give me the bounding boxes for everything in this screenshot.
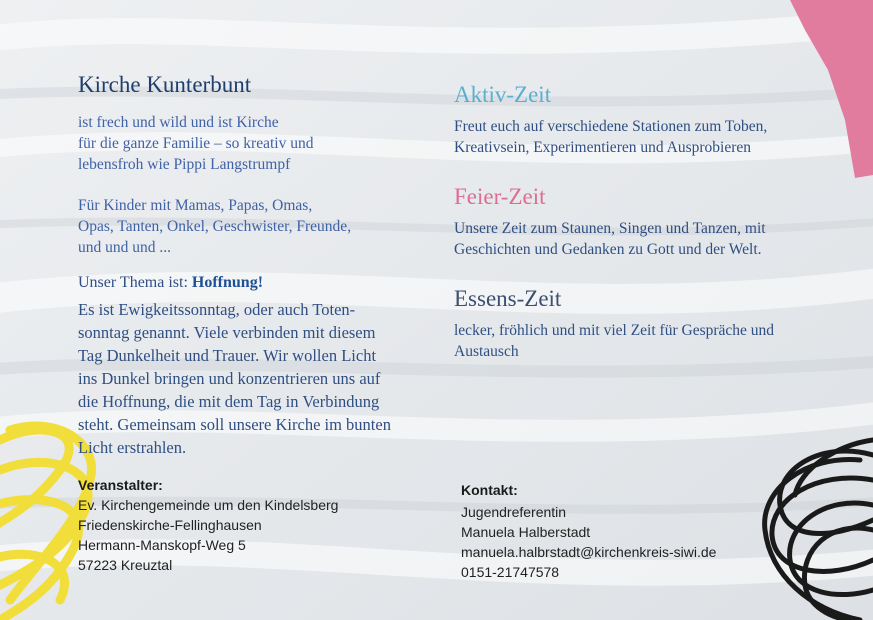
contact-email: manuela.halbrstadt@kirchenkreis-siwi.de xyxy=(461,544,717,560)
section-line: Kreativsein, Experimentieren und Ausprobieren xyxy=(454,139,751,156)
organizer-line: Hermann-Manskopf-Weg 5 xyxy=(78,537,246,553)
theme-value: Hoffnung! xyxy=(191,274,264,291)
theme-prefix: Unser Thema ist: xyxy=(78,274,192,291)
page-title: Kirche Kunterbunt xyxy=(78,72,252,97)
organizer-label: Veranstalter: xyxy=(78,477,163,493)
organizer-line: Friedenskirche-Fellinghausen xyxy=(78,517,262,533)
audience-line: Für Kinder mit Mamas, Papas, Omas, xyxy=(78,197,313,214)
intro-line: für die ganze Familie – so kreativ und xyxy=(78,135,314,152)
contact-phone: 0151-21747578 xyxy=(461,564,560,580)
body-line: sonntag genannt. Viele verbinden mit diesem xyxy=(78,323,376,342)
intro-line: ist frech und wild und ist Kirche xyxy=(78,114,279,131)
intro-text xyxy=(78,112,428,175)
body-line: die Hoffnung, die mit dem Tag in Verbindung xyxy=(78,392,380,411)
body-line: steht. Gemeinsam soll unsere Kirche im bunten xyxy=(78,415,391,434)
audience-line: und und und ... xyxy=(78,239,171,256)
section-line: Geschichten und Gedanken zu Gott und der Welt. xyxy=(454,241,762,258)
contact-label: Kontakt: xyxy=(461,482,518,498)
section-line: Austausch xyxy=(454,343,519,360)
body-line: ins Dunkel bringen und konzentrieren uns auf xyxy=(78,369,381,388)
body-line: Licht erstrahlen. xyxy=(78,438,187,457)
contact-name: Manuela Halberstadt xyxy=(461,524,591,540)
organizer-line: Ev. Kirchengemeinde um den Kindelsberg xyxy=(78,497,339,513)
audience-text xyxy=(78,195,428,258)
right-column xyxy=(454,82,834,388)
theme-line xyxy=(78,274,428,292)
section-feier-zeit xyxy=(454,184,834,260)
body-line: Es ist Ewigkeitssonntag, oder auch Toten- xyxy=(78,300,356,319)
theme-body xyxy=(78,298,428,459)
section-title: Feier-Zeit xyxy=(454,184,546,209)
section-essens-zeit xyxy=(454,286,834,362)
contact-block xyxy=(461,482,716,582)
intro-line: lebensfroh wie Pippi Langstrumpf xyxy=(78,156,291,173)
section-line: Unsere Zeit zum Staunen, Singen und Tanzen, mit xyxy=(454,220,766,237)
organizer-block xyxy=(78,477,428,575)
left-column xyxy=(78,72,428,575)
section-aktiv-zeit xyxy=(454,82,834,158)
section-title: Aktiv-Zeit xyxy=(454,82,552,107)
contact-role: Jugendreferentin xyxy=(461,504,567,520)
section-line: Freut euch auf verschiedene Stationen zum Toben, xyxy=(454,118,768,135)
section-line: lecker, fröhlich und mit viel Zeit für Gespräche und xyxy=(454,322,775,339)
body-line: Tag Dunkelheit und Trauer. Wir wollen Licht xyxy=(78,346,377,365)
audience-line: Opas, Tanten, Onkel, Geschwister, Freunde, xyxy=(78,218,352,235)
section-title: Essens-Zeit xyxy=(454,286,562,311)
organizer-line: 57223 Kreuztal xyxy=(78,557,173,573)
